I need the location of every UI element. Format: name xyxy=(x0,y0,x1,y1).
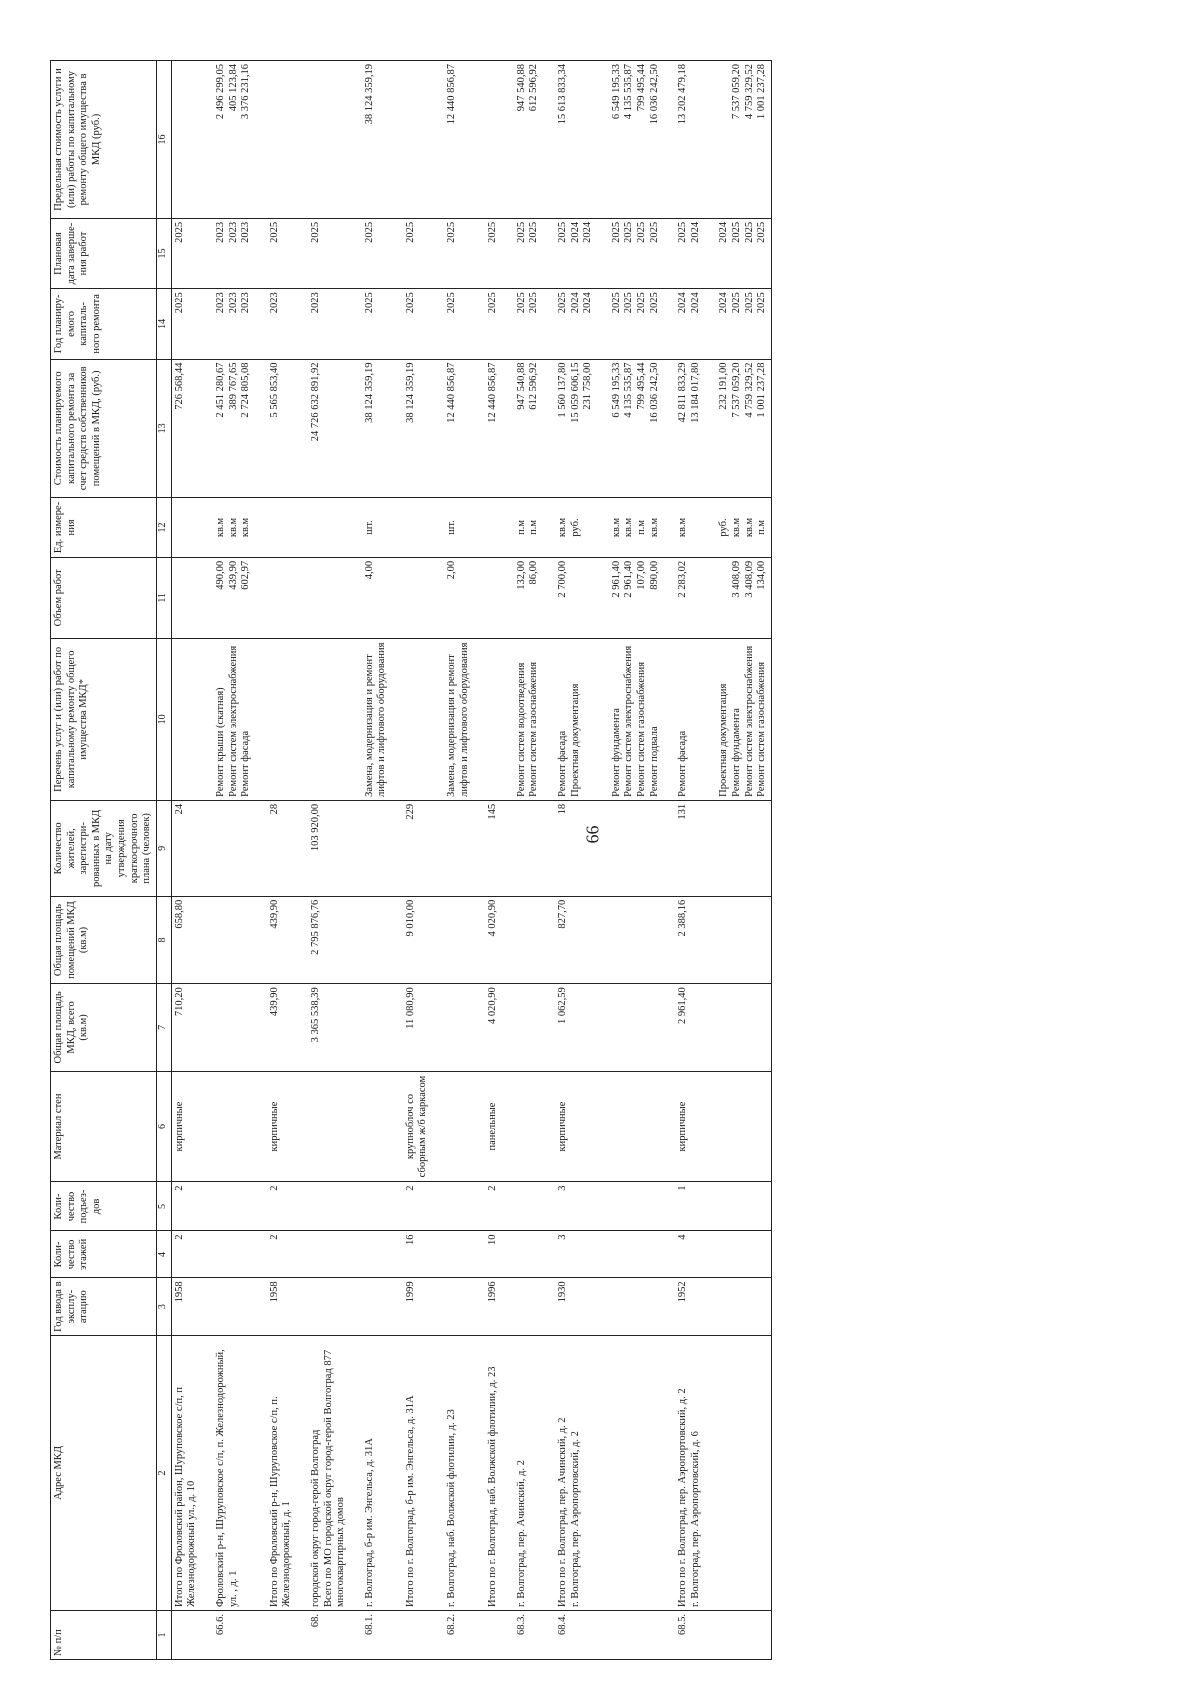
address-cell: Итого по Фроловский район, Шуруповское с/п, п Железнодорожный ул., д. 10 xyxy=(171,1335,201,1610)
unit-cell xyxy=(255,498,296,558)
header-cell: Материал стен xyxy=(51,1071,157,1182)
header-cell: Перечень услуг и (или) работ по капитальному ремонту общего имущества МКД* xyxy=(51,638,157,800)
wall-material-cell xyxy=(201,1071,255,1182)
total-area-cell xyxy=(502,984,543,1071)
wall-material-cell: крупноблоч со сборным ж/б каркасом xyxy=(391,1071,432,1182)
floors-cell: 2 xyxy=(255,1231,296,1278)
cost-cell: 38 124 359,19 xyxy=(391,359,432,498)
planned-year-cell: 2025 xyxy=(432,289,473,359)
column-number: 2 xyxy=(156,1335,171,1610)
finish-date-cell: 2025 xyxy=(391,218,432,288)
table-row xyxy=(663,61,704,1660)
address-cell: г. Волгоград, б-р им. Энгельса, д. 31А xyxy=(350,1335,391,1610)
work-volume-cell xyxy=(171,557,201,638)
wall-material-cell xyxy=(432,1071,473,1182)
year-cell: 1999 xyxy=(391,1278,432,1336)
work-list-cell: Проектная документация Ремонт фундамента Ремонт систем электроснабжения Ремонт систем газоснабжения xyxy=(704,638,771,800)
wall-material-cell xyxy=(502,1071,543,1182)
residents-cell xyxy=(350,800,391,896)
residents-cell: 145 xyxy=(473,800,502,896)
entrances-cell xyxy=(502,1182,543,1231)
header-row xyxy=(51,61,157,1660)
finish-date-cell: 2025 xyxy=(171,218,201,288)
work-volume-cell: 490,00 439,90 602,97 xyxy=(201,557,255,638)
cost-cell: 232 191,00 7 537 059,20 4 759 329,52 1 001 237,28 xyxy=(704,359,771,498)
wall-material-cell: кирпичные xyxy=(663,1071,704,1182)
column-number: 3 xyxy=(156,1278,171,1336)
entrances-cell: 1 xyxy=(663,1182,704,1231)
table-row xyxy=(201,61,255,1660)
total-area-cell: 3 365 538,39 xyxy=(296,984,350,1071)
work-list-cell xyxy=(171,638,201,800)
cost-cell: 1 560 137,80 15 059 606,15 231 758,00 xyxy=(543,359,597,498)
address-cell: городской округ город-герой Волгоград Всего по МО городской округ город-герой Волгоград 877 многоквартирных домов xyxy=(296,1335,350,1610)
unit-cell: кв.м xyxy=(663,498,704,558)
unit-cell xyxy=(391,498,432,558)
work-list-cell: Ремонт фундамента Ремонт систем электроснабжения Ремонт систем газоснабжения Ремонт подвала xyxy=(597,638,663,800)
table-body xyxy=(171,61,771,1660)
year-cell: 1930 xyxy=(543,1278,597,1336)
planned-year-cell: 2024 2025 2025 2025 xyxy=(704,289,771,359)
header-cell: Ед. измере-ния xyxy=(51,498,157,558)
table-row xyxy=(502,61,543,1660)
work-list-cell xyxy=(255,638,296,800)
year-cell: 1952 xyxy=(663,1278,704,1336)
premises-area-cell xyxy=(201,896,255,983)
wall-material-cell: кирпичные xyxy=(543,1071,597,1182)
residents-cell xyxy=(597,800,663,896)
work-list-cell: Замена, модернизация и ремонт лифтов и лифтового оборудования xyxy=(432,638,473,800)
premises-area-cell xyxy=(432,896,473,983)
work-list-cell xyxy=(473,638,502,800)
residents-cell: 229 xyxy=(391,800,432,896)
row-number xyxy=(597,1610,663,1659)
floors-cell: 3 xyxy=(543,1231,597,1278)
row-number: 66.6. xyxy=(201,1610,255,1659)
wall-material-cell: панельные xyxy=(473,1071,502,1182)
work-volume-cell xyxy=(391,557,432,638)
column-number: 11 xyxy=(156,557,171,638)
planned-year-cell: 2025 2025 2025 2025 xyxy=(597,289,663,359)
total-area-cell xyxy=(704,984,771,1071)
limit-cost-cell xyxy=(391,61,432,219)
limit-cost-cell: 38 124 359,19 xyxy=(350,61,391,219)
finish-date-cell: 2024 2025 2025 2025 xyxy=(704,218,771,288)
total-area-cell: 710,20 xyxy=(171,984,201,1071)
floors-cell xyxy=(432,1231,473,1278)
wall-material-cell: кирпичные xyxy=(171,1071,201,1182)
planned-year-cell: 2025 2024 2024 xyxy=(543,289,597,359)
cost-cell: 42 811 833,29 13 184 017,80 xyxy=(663,359,704,498)
table-row xyxy=(597,61,663,1660)
row-number xyxy=(704,1610,771,1659)
premises-area-cell: 658,80 xyxy=(171,896,201,983)
cost-cell: 6 549 195,33 4 135 535,87 799 495,44 16 036 242,50 xyxy=(597,359,663,498)
column-number: 13 xyxy=(156,359,171,498)
premises-area-cell: 2 795 876,76 xyxy=(296,896,350,983)
column-number: 9 xyxy=(156,800,171,896)
cost-cell: 12 440 856,87 xyxy=(473,359,502,498)
work-volume-cell: 2 961,40 2 961,40 107,00 890,00 xyxy=(597,557,663,638)
cost-cell: 726 568,44 xyxy=(171,359,201,498)
total-area-cell xyxy=(432,984,473,1071)
row-number: 68. xyxy=(296,1610,350,1659)
year-cell xyxy=(597,1278,663,1336)
floors-cell xyxy=(201,1231,255,1278)
entrances-cell: 2 xyxy=(391,1182,432,1231)
column-number: 14 xyxy=(156,289,171,359)
year-cell xyxy=(350,1278,391,1336)
total-area-cell xyxy=(350,984,391,1071)
finish-date-cell: 2025 2024 xyxy=(663,218,704,288)
unit-cell: п.м п.м xyxy=(502,498,543,558)
limit-cost-cell: 7 537 059,20 4 759 329,52 1 001 237,28 xyxy=(704,61,771,219)
row-number xyxy=(255,1610,296,1659)
work-list-cell xyxy=(296,638,350,800)
work-list-cell xyxy=(391,638,432,800)
total-area-cell: 4 020,90 xyxy=(473,984,502,1071)
work-volume-cell xyxy=(255,557,296,638)
unit-cell xyxy=(171,498,201,558)
table-row xyxy=(296,61,350,1660)
unit-cell: кв.м кв.м п.м кв.м xyxy=(597,498,663,558)
floors-cell: 4 xyxy=(663,1231,704,1278)
address-cell xyxy=(597,1335,663,1610)
residents-cell: 24 xyxy=(171,800,201,896)
unit-cell xyxy=(473,498,502,558)
work-list-cell: Ремонт фасада Проектная документация xyxy=(543,638,597,800)
year-cell xyxy=(296,1278,350,1336)
header-cell: Количество жителей, зарегистри-рованных в МКД на дату утверждения краткосрочного плана (человек) xyxy=(51,800,157,896)
premises-area-cell: 439,90 xyxy=(255,896,296,983)
work-list-cell: Ремонт крыши (скатная) Ремонт систем электроснабжения Ремонт фасада xyxy=(201,638,255,800)
header-cell: № п/п xyxy=(51,1610,157,1659)
header-cell: Коли-чество подъез-дов xyxy=(51,1182,157,1231)
address-cell: г. Волгоград, пер. Ачинский, д. 2 xyxy=(502,1335,543,1610)
wall-material-cell xyxy=(597,1071,663,1182)
header-cell: Год планиру-емого капиталь-ного ремонта xyxy=(51,289,157,359)
finish-date-cell: 2025 xyxy=(350,218,391,288)
year-cell: 1996 xyxy=(473,1278,502,1336)
limit-cost-cell: 6 549 195,33 4 135 535,87 799 495,44 16 036 242,50 xyxy=(597,61,663,219)
year-cell xyxy=(704,1278,771,1336)
row-number: 68.1. xyxy=(350,1610,391,1659)
row-number: 68.4. xyxy=(543,1610,597,1659)
finish-date-cell: 2025 xyxy=(296,218,350,288)
wall-material-cell xyxy=(350,1071,391,1182)
premises-area-cell: 2 388,16 xyxy=(663,896,704,983)
planned-year-cell: 2025 xyxy=(171,289,201,359)
work-list-cell: Замена, модернизация и ремонт лифтов и лифтового оборудования xyxy=(350,638,391,800)
floors-cell xyxy=(502,1231,543,1278)
finish-date-cell: 2025 2025 xyxy=(502,218,543,288)
total-area-cell: 439,90 xyxy=(255,984,296,1071)
column-number: 8 xyxy=(156,896,171,983)
year-cell xyxy=(201,1278,255,1336)
column-number: 16 xyxy=(156,61,171,219)
floors-cell: 16 xyxy=(391,1231,432,1278)
table-row xyxy=(473,61,502,1660)
row-number xyxy=(171,1610,201,1659)
table-row xyxy=(432,61,473,1660)
premises-area-cell xyxy=(597,896,663,983)
capital-repair-table xyxy=(50,60,772,1660)
limit-cost-cell: 15 613 833,34 xyxy=(543,61,597,219)
address-cell: Итого по г. Волгоград, наб. Волжской флотилии, д. 23 xyxy=(473,1335,502,1610)
premises-area-cell xyxy=(502,896,543,983)
entrances-cell: 2 xyxy=(255,1182,296,1231)
table-row xyxy=(171,61,201,1660)
residents-cell xyxy=(432,800,473,896)
column-number: 1 xyxy=(156,1610,171,1659)
planned-year-cell: 2025 xyxy=(391,289,432,359)
planned-year-cell: 2023 xyxy=(296,289,350,359)
address-cell: г. Волгоград, наб. Волжской флотилии, д. 23 xyxy=(432,1335,473,1610)
cost-cell: 2 451 280,67 389 767,65 2 724 805,08 xyxy=(201,359,255,498)
header-cell: Общая площадь помещений МКД (кв.м) xyxy=(51,896,157,983)
planned-year-cell: 2025 2025 xyxy=(502,289,543,359)
work-volume-cell xyxy=(296,557,350,638)
cost-cell: 947 540,88 612 596,92 xyxy=(502,359,543,498)
residents-cell: 131 xyxy=(663,800,704,896)
floors-cell: 2 xyxy=(171,1231,201,1278)
unit-cell: кв.м кв.м кв.м xyxy=(201,498,255,558)
row-number: 68.3. xyxy=(502,1610,543,1659)
address-cell: Итого по г. Волгоград, пер. Ачинский, д. 2 г. Волгоград, пер. Аэропортовский, д. 2 xyxy=(543,1335,597,1610)
column-number: 7 xyxy=(156,984,171,1071)
residents-cell xyxy=(201,800,255,896)
table-row xyxy=(391,61,432,1660)
header-cell: Предельная стоимость услуги и (или) работы по капитальному ремонту общего имущества в МКД (руб.) xyxy=(51,61,157,219)
residents-cell: 28 xyxy=(255,800,296,896)
header-cell: Адрес МКД xyxy=(51,1335,157,1610)
table-row xyxy=(255,61,296,1660)
limit-cost-cell: 2 496 299,05 405 123,84 3 376 231,16 xyxy=(201,61,255,219)
rotated-table-container xyxy=(50,60,1150,1660)
unit-cell xyxy=(296,498,350,558)
floors-cell xyxy=(296,1231,350,1278)
work-volume-cell: 2 700,00 xyxy=(543,557,597,638)
finish-date-cell: 2023 2023 2023 xyxy=(201,218,255,288)
floors-cell xyxy=(350,1231,391,1278)
entrances-cell xyxy=(432,1182,473,1231)
premises-area-cell: 827,70 xyxy=(543,896,597,983)
work-list-cell: Ремонт фасада xyxy=(663,638,704,800)
limit-cost-cell: 12 440 856,87 xyxy=(432,61,473,219)
cost-cell: 12 440 856,87 xyxy=(432,359,473,498)
column-number: 10 xyxy=(156,638,171,800)
header-cell: Объем работ xyxy=(51,557,157,638)
entrances-cell: 2 xyxy=(171,1182,201,1231)
finish-date-cell: 2025 2025 2025 2025 xyxy=(597,218,663,288)
address-cell: Итого по г. Волгоград, б-р им. Энгельса, д. 31А xyxy=(391,1335,432,1610)
total-area-cell: 2 961,40 xyxy=(663,984,704,1071)
floors-cell: 10 xyxy=(473,1231,502,1278)
entrances-cell xyxy=(704,1182,771,1231)
cost-cell: 38 124 359,19 xyxy=(350,359,391,498)
work-volume-cell xyxy=(473,557,502,638)
residents-cell: 103 920,00 xyxy=(296,800,350,896)
residents-cell xyxy=(502,800,543,896)
address-cell: Итого по Фроловский р-н, Шуруповское с/п, п. Железнодорожный, д. 1 xyxy=(255,1335,296,1610)
premises-area-cell: 4 020,90 xyxy=(473,896,502,983)
entrances-cell xyxy=(201,1182,255,1231)
table-row xyxy=(350,61,391,1660)
work-volume-cell: 4,00 xyxy=(350,557,391,638)
residents-cell: 18 xyxy=(543,800,597,896)
column-number: 6 xyxy=(156,1071,171,1182)
column-number: 4 xyxy=(156,1231,171,1278)
page-number: 66 xyxy=(582,825,603,844)
finish-date-cell: 2025 xyxy=(473,218,502,288)
finish-date-cell: 2025 2024 2024 xyxy=(543,218,597,288)
column-number-row xyxy=(156,61,171,1660)
limit-cost-cell: 13 202 479,18 xyxy=(663,61,704,219)
header-cell: Коли-чество этажей xyxy=(51,1231,157,1278)
work-volume-cell: 3 408,09 3 408,09 134,00 xyxy=(704,557,771,638)
total-area-cell xyxy=(597,984,663,1071)
planned-year-cell: 2023 2023 2023 xyxy=(201,289,255,359)
work-volume-cell: 2 283,02 xyxy=(663,557,704,638)
finish-date-cell: 2025 xyxy=(432,218,473,288)
finish-date-cell: 2025 xyxy=(255,218,296,288)
wall-material-cell xyxy=(296,1071,350,1182)
planned-year-cell: 2025 xyxy=(350,289,391,359)
limit-cost-cell: 947 540,88 612 596,92 xyxy=(502,61,543,219)
header-cell: Год ввода в эксплу-атацию xyxy=(51,1278,157,1336)
wall-material-cell: кирпичные xyxy=(255,1071,296,1182)
year-cell xyxy=(502,1278,543,1336)
floors-cell xyxy=(597,1231,663,1278)
column-number: 15 xyxy=(156,218,171,288)
table-row xyxy=(543,61,597,1660)
year-cell: 1958 xyxy=(171,1278,201,1336)
work-list-cell: Ремонт систем водоотведения Ремонт систем газоснабжения xyxy=(502,638,543,800)
limit-cost-cell xyxy=(255,61,296,219)
address-cell: Фроловский р-н, Шуруповское с/п, п. Железнодорожный, ул. , д. 1 xyxy=(201,1335,255,1610)
premises-area-cell xyxy=(704,896,771,983)
row-number xyxy=(473,1610,502,1659)
work-volume-cell: 2,00 xyxy=(432,557,473,638)
entrances-cell xyxy=(296,1182,350,1231)
column-number: 5 xyxy=(156,1182,171,1231)
address-cell xyxy=(704,1335,771,1610)
limit-cost-cell xyxy=(296,61,350,219)
residents-cell xyxy=(704,800,771,896)
cost-cell: 5 565 853,40 xyxy=(255,359,296,498)
planned-year-cell: 2025 xyxy=(473,289,502,359)
row-number: 68.5. xyxy=(663,1610,704,1659)
planned-year-cell: 2024 2024 xyxy=(663,289,704,359)
total-area-cell xyxy=(201,984,255,1071)
row-number: 68.2. xyxy=(432,1610,473,1659)
unit-cell: шт. xyxy=(350,498,391,558)
floors-cell xyxy=(704,1231,771,1278)
header-cell: Общая площадь МКД, всего (кв.м) xyxy=(51,984,157,1071)
address-cell: Итого по г. Волгоград, пер. Аэропортовский, д. 2 г. Волгоград, пер. Аэропортовский, д. 6 xyxy=(663,1335,704,1610)
header-cell: Стоимость планируемого капитального ремонта за счет средств собственников помещений в МКД, (руб.) xyxy=(51,359,157,498)
premises-area-cell xyxy=(350,896,391,983)
unit-cell: руб. кв.м кв.м п.м xyxy=(704,498,771,558)
year-cell: 1958 xyxy=(255,1278,296,1336)
limit-cost-cell xyxy=(171,61,201,219)
work-volume-cell: 132,00 86,00 xyxy=(502,557,543,638)
unit-cell: шт. xyxy=(432,498,473,558)
entrances-cell: 3 xyxy=(543,1182,597,1231)
column-number: 12 xyxy=(156,498,171,558)
entrances-cell xyxy=(350,1182,391,1231)
table-row xyxy=(704,61,771,1660)
total-area-cell: 11 080,90 xyxy=(391,984,432,1071)
cost-cell: 24 726 632 891,92 xyxy=(296,359,350,498)
planned-year-cell: 2023 xyxy=(255,289,296,359)
entrances-cell xyxy=(597,1182,663,1231)
unit-cell: кв.м руб. xyxy=(543,498,597,558)
year-cell xyxy=(432,1278,473,1336)
row-number xyxy=(391,1610,432,1659)
header-cell: Плановая дата заверше-ния работ xyxy=(51,218,157,288)
premises-area-cell: 9 010,00 xyxy=(391,896,432,983)
wall-material-cell xyxy=(704,1071,771,1182)
total-area-cell: 1 062,59 xyxy=(543,984,597,1071)
entrances-cell: 2 xyxy=(473,1182,502,1231)
limit-cost-cell xyxy=(473,61,502,219)
